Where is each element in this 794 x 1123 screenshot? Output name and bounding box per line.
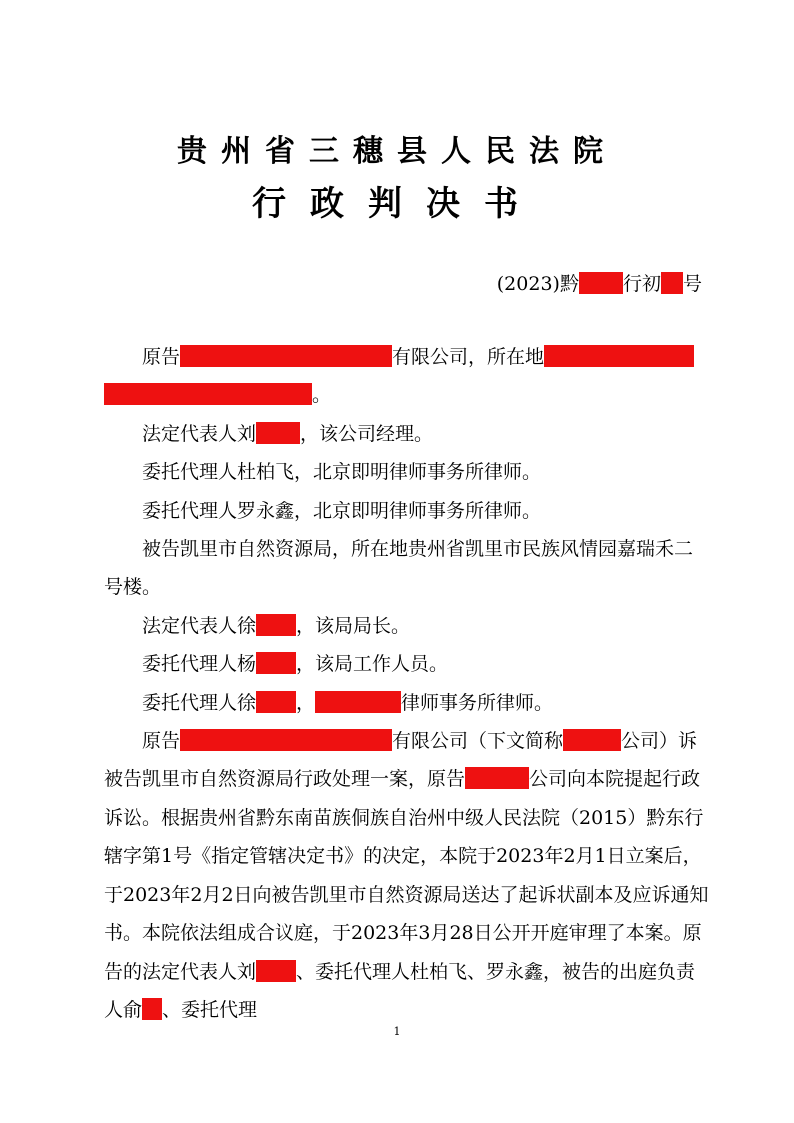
paragraph-case-summary	[104, 722, 710, 1029]
text-run: 、委托代理	[162, 998, 258, 1021]
redaction-block	[544, 345, 694, 367]
text-run: 公司）诉被告凯里市自然资源局行政处理一案，原告	[104, 730, 698, 791]
court-name: 贵州省三穗县人民法院	[177, 134, 617, 169]
text-run: 有限公司，所在地	[392, 346, 545, 368]
case-middle: 行初	[622, 273, 661, 295]
redaction-block	[579, 272, 623, 294]
paragraph-defendant: 被告凯里市自然资源局，所在地贵州省凯里市民族风情园嘉瑞禾二号楼。	[104, 538, 694, 599]
text-run: 委托代理人徐	[142, 691, 257, 714]
text-run: ，	[296, 691, 316, 714]
redaction-block	[563, 729, 621, 751]
paragraph-plaintiff-rep	[104, 415, 710, 453]
paragraph-plaintiff	[104, 338, 710, 415]
page-number: 1	[393, 1025, 401, 1038]
paragraph-agent-luo: 委托代理人罗永鑫，北京即明律师事务所律师。	[142, 499, 542, 522]
redaction-block	[142, 998, 162, 1020]
paragraph-defendant-agent-yang	[104, 645, 710, 683]
text-run: 、委托代理人杜柏飞、罗永鑫，被告的出庭负责人俞	[104, 960, 696, 1021]
paragraph-agent-du: 委托代理人杜柏飞，北京即明律师事务所律师。	[142, 461, 542, 484]
text-run: 原告	[142, 730, 181, 753]
document-title: 行政判决书	[252, 184, 542, 224]
case-year: (2023)	[496, 273, 560, 295]
text-run: 律师事务所律师。	[401, 691, 554, 714]
text-run: 。	[312, 384, 332, 407]
redaction-block	[315, 691, 401, 713]
case-suffix: 号	[682, 273, 702, 295]
redaction-block	[104, 383, 312, 405]
text-run: 法定代表人徐	[142, 614, 257, 637]
redaction-block	[256, 614, 296, 636]
text-run: ，该局局长。	[296, 614, 411, 637]
text-run: ，该公司经理。	[300, 422, 434, 445]
redaction-block	[256, 422, 300, 444]
judgment-body	[104, 338, 710, 1029]
text-run: 原告	[142, 346, 181, 368]
paragraph-defendant-rep	[104, 607, 710, 645]
case-number	[497, 268, 702, 300]
redaction-block	[661, 272, 683, 294]
redaction-block	[256, 652, 296, 674]
text-run: 公司向本院提起行政诉讼。根据贵州省黔东南苗族侗族自治州中级人民法院（2015）黔东行辖字第1号《指定管辖决定书》的决定，本院于2023年2月1日立案后，于2023年2月2日向被告凯里市自然资源局送达了起诉状副本及应诉通知书。本院依法组成合议庭，于2023年3月28日公开开庭审理了本案。原告的法定代表人刘	[104, 768, 709, 983]
redaction-block	[256, 960, 296, 982]
redaction-block	[256, 691, 296, 713]
text-run: 有限公司（下文简称	[392, 730, 564, 753]
paragraph-defendant-agent-xu	[104, 684, 710, 722]
text-run: ，该局工作人员。	[296, 653, 449, 676]
text-run: 委托代理人杨	[142, 653, 257, 676]
text-run: 法定代表人刘	[142, 422, 257, 445]
redaction-block	[465, 767, 529, 789]
redaction-block	[180, 729, 392, 751]
case-prefix: 黔	[559, 273, 579, 295]
redaction-block	[180, 345, 392, 367]
